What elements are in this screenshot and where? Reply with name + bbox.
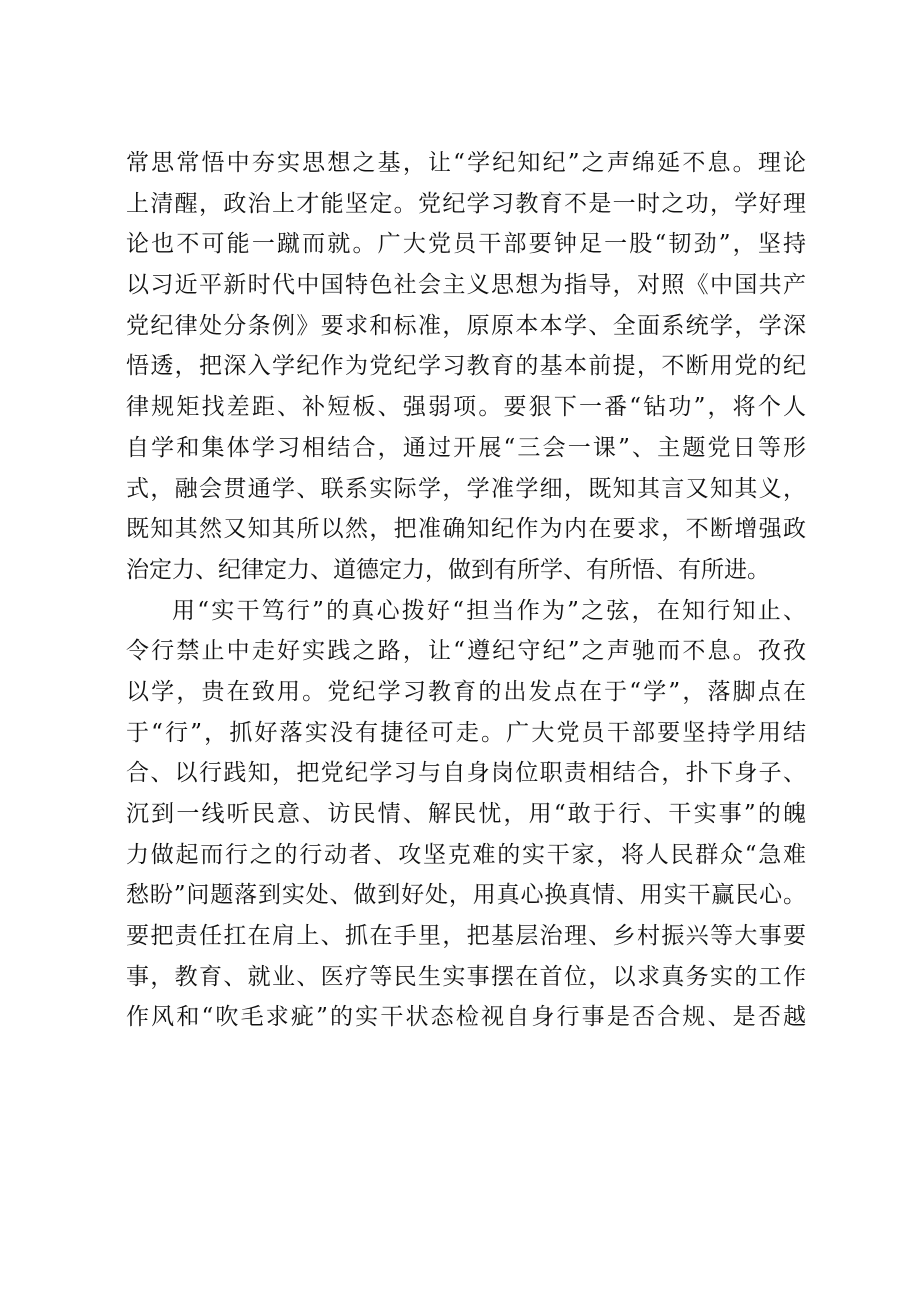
text-line: 党纪律处分条例》要求和标准，原原本本学、全面系统学，学深	[126, 312, 806, 339]
text-line: 律规矩找差距、补短板、强弱项。要狠下一番“钻功”，将个人	[126, 394, 806, 421]
text-line: 论也不可能一蹴而就。广大党员干部要钟足一股“韧劲”，坚持	[126, 231, 806, 258]
text-line: 于“行”，抓好落实没有捷径可走。广大党员干部要坚持学用结	[126, 719, 806, 746]
text-line: 式，融会贯通学、联系实际学，学准学细，既知其言又知其义，	[126, 475, 806, 502]
text-line: 悟透，把深入学纪作为党纪学习教育的基本前提，不断用党的纪	[126, 353, 806, 380]
text-line: 既知其然又知其所以然，把准确知纪作为内在要求，不断增强政	[126, 516, 806, 543]
text-line: 常思常悟中夯实思想之基，让“学纪知纪”之声绵延不息。理论	[126, 150, 806, 176]
text-line: 事，教育、就业、医疗等民生实事摆在首位，以求真务实的工作	[126, 963, 806, 990]
text-line: 治定力、纪律定力、道德定力，做到有所学、有所悟、有所进。	[126, 556, 770, 583]
text-line: 作风和“吹毛求疵”的实干状态检视自身行事是否合规、是否越	[126, 1004, 806, 1031]
text-line: 要把责任扛在肩上、抓在手里，把基层治理、乡村振兴等大事要	[126, 923, 806, 950]
text-line: 合、以行践知，把党纪学习与自身岗位职责相结合，扑下身子、	[126, 760, 806, 787]
text-line: 愁盼”问题落到实处、做到好处，用真心换真情、用实干赢民心。	[126, 882, 806, 909]
text-line: 以习近平新时代中国特色社会主义思想为指导，对照《中国共产	[126, 272, 806, 299]
text-line: 上清醒，政治上才能坚定。党纪学习教育不是一时之功，学好理	[126, 190, 806, 217]
text-line: 力做起而行之的行动者、攻坚克难的实干家，将人民群众“急难	[126, 841, 806, 868]
text-line: 自学和集体学习相结合，通过开展“三会一课”、主题党日等形	[126, 434, 806, 461]
text-line: 以学，贵在致用。党纪学习教育的出发点在于“学”，落脚点在	[126, 678, 806, 705]
text-line: 沉到一线听民意、访民情、解民忧，用“敢于行、干实事”的魄	[126, 801, 806, 827]
text-line: 令行禁止中走好实践之路，让“遵纪守纪”之声驰而不息。孜孜	[126, 638, 806, 665]
body-text	[126, 143, 806, 1038]
paragraph-start-line: 用“实干笃行”的真心拨好“担当作为”之弦，在知行知止、	[172, 597, 806, 624]
